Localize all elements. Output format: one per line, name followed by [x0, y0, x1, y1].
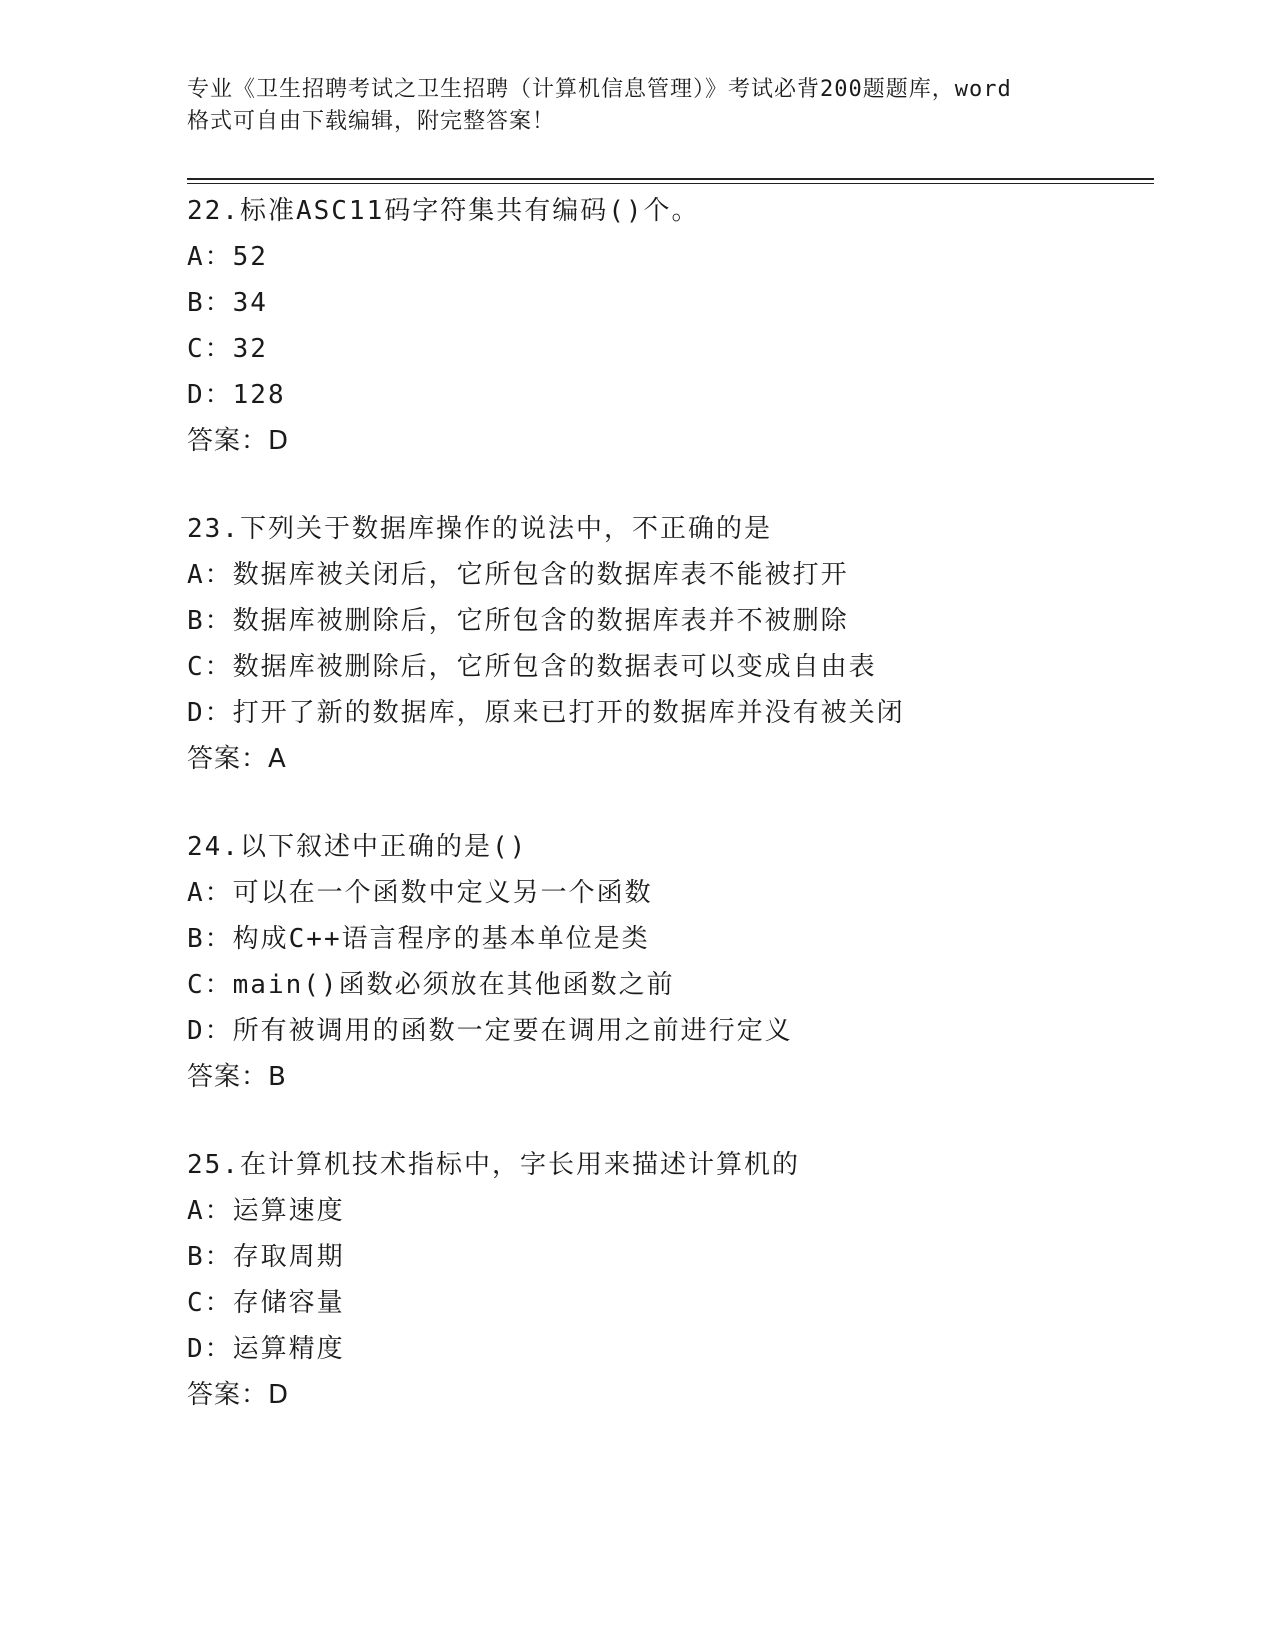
question-25 [187, 1142, 1147, 1418]
option-d: D：所有被调用的函数一定要在调用之前进行定义 [187, 1016, 793, 1046]
option-d: D：打开了新的数据库，原来已打开的数据库并没有被关闭 [187, 698, 905, 728]
question-stem: 25.在计算机技术指标中，字长用来描述计算机的 [187, 1150, 800, 1180]
option-a: A：可以在一个函数中定义另一个函数 [187, 878, 653, 908]
option-a: A：运算速度 [187, 1196, 345, 1226]
option-c: C：main()函数必须放在其他函数之前 [187, 970, 675, 1000]
question-list [187, 188, 1147, 1460]
option-b: B：存取周期 [187, 1242, 345, 1272]
option-d: D：128 [187, 380, 286, 410]
option-a: A：52 [187, 242, 268, 272]
question-23 [187, 506, 1147, 782]
option-c: C：存储容量 [187, 1288, 345, 1318]
option-b: B：构成C++语言程序的基本单位是类 [187, 924, 650, 954]
option-b: B：34 [187, 288, 268, 318]
header-divider-thick [187, 178, 1154, 180]
option-b: B：数据库被删除后，它所包含的数据库表并不被删除 [187, 606, 849, 636]
question-stem: 24.以下叙述中正确的是() [187, 832, 528, 862]
question-stem: 22.标准ASC11码字符集共有编码()个。 [187, 196, 700, 226]
question-24 [187, 824, 1147, 1100]
answer-line: 答案：D [187, 426, 290, 456]
option-c: C：32 [187, 334, 268, 364]
header-divider-thin [187, 183, 1154, 184]
header-line-1: 专业《卫生招聘考试之卫生招聘（计算机信息管理）》考试必背200题题库，word [187, 77, 1012, 102]
question-22 [187, 188, 1147, 464]
header-line-2: 格式可自由下载编辑，附完整答案！ [187, 109, 556, 134]
question-stem: 23.下列关于数据库操作的说法中，不正确的是 [187, 514, 772, 544]
answer-line: 答案：A [187, 744, 287, 774]
option-d: D：运算精度 [187, 1334, 345, 1364]
option-a: A：数据库被关闭后，它所包含的数据库表不能被打开 [187, 560, 849, 590]
document-header [187, 74, 1087, 138]
answer-line: 答案：D [187, 1380, 290, 1410]
option-c: C：数据库被删除后，它所包含的数据表可以变成自由表 [187, 652, 877, 682]
answer-line: 答案：B [187, 1062, 287, 1092]
